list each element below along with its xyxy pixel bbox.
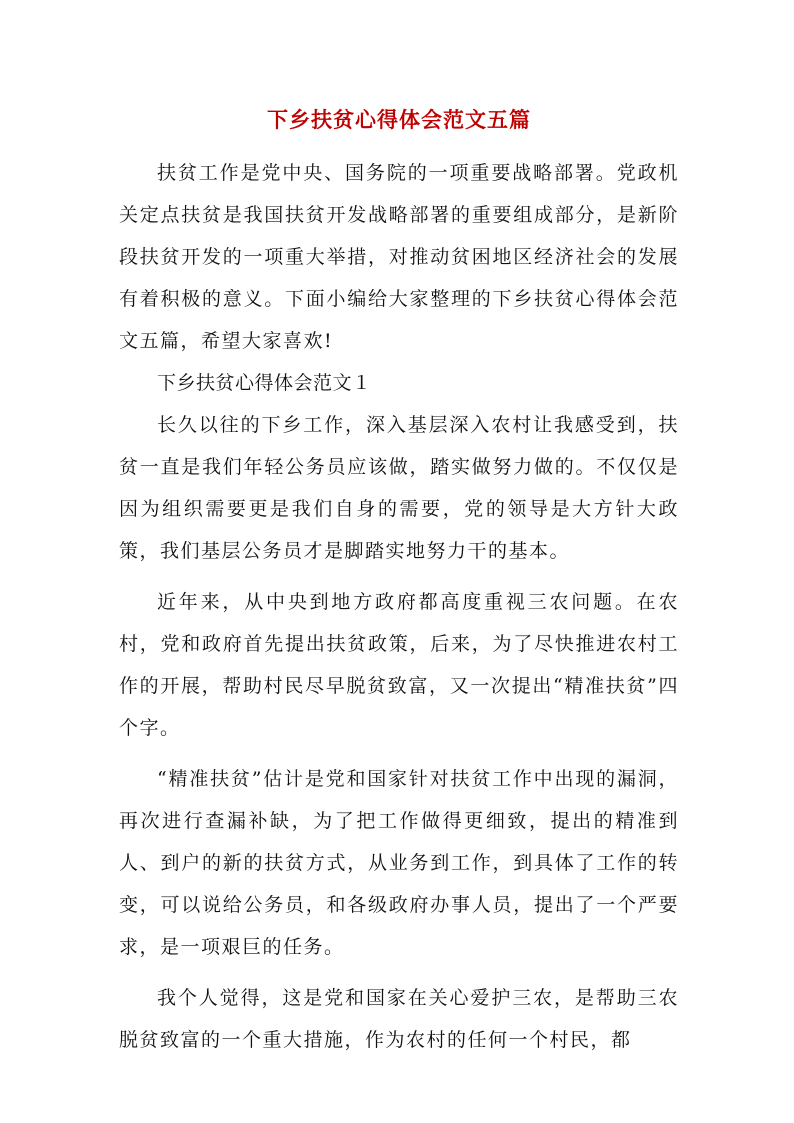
document-title: 下乡扶贫心得体会范文五篇 [267, 107, 531, 132]
document-body [119, 100, 679, 1061]
paragraph-gap [119, 749, 679, 758]
body-paragraph: “精准扶贫”估计是党和国家针对扶贫工作中出现的漏洞，再次进行查漏补缺，为了把工作做得更细致，提出的精准到人、到户的新的扶贫方式，从业务到工作，到具体了工作的转变，可以说给公务员，和各级政府办事人员，提出了一个严要求，是一项艰巨的任务。 [119, 768, 679, 958]
section-heading: 下乡扶贫心得体会范文１ [157, 372, 372, 394]
intro-paragraph: 扶贫工作是党中央、国务院的一项重要战略部署。党政机关定点扶贫是我国扶贫开发战略部署的重要组成部分，是新阶段扶贫开发的一项重大举措，对推动贫困地区经济社会的发展有着积极的意义。下面小编给大家整理的下乡扶贫心得体会范文五篇，希望大家喜欢! [119, 162, 679, 352]
paragraph-gap [119, 572, 679, 581]
body-paragraph: 近年来，从中央到地方政府都高度重视三农问题。在农村，党和政府首先提出扶贫政策，后来，为了尽快推进农村工作的开展，帮助村民尽早脱贫致富，又一次提出“精准扶贫”四个字。 [119, 591, 679, 739]
paragraph-gap [119, 968, 679, 977]
body-paragraph: 长久以往的下乡工作，深入基层深入农村让我感受到，扶贫一直是我们年轻公务员应该做，踏实做努力做的。不仅仅是因为组织需要更是我们自身的需要，党的领导是大方针大政策，我们基层公务员才是脚踏实地努力干的基本。 [119, 414, 679, 562]
body-paragraph: 我个人觉得，这是党和国家在关心爱护三农，是帮助三农脱贫致富的一个重大措施，作为农村的任何一个村民，都 [119, 987, 679, 1051]
